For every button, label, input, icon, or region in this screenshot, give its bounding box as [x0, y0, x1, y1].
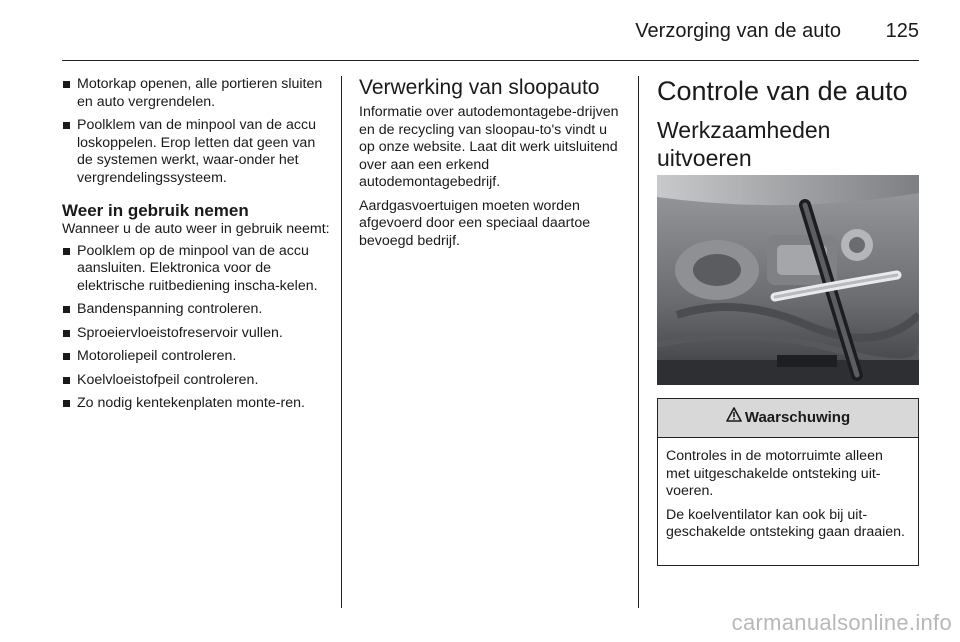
list-item: Poolklem op de minpool van de accu aansluiten. Elektronica voor de elektrische ruitbediening inscha-kelen.: [62, 243, 330, 296]
engine-bay-illustration: [657, 175, 919, 385]
column-right: [657, 76, 919, 576]
section-intro: Wanneer u de auto weer in gebruik neemt:: [62, 221, 330, 237]
warning-box: [657, 398, 919, 566]
paragraph: Aardgasvoertuigen moeten worden afgevoerd door een speciaal daartoe bevoegd bedrijf.: [359, 197, 591, 249]
list-item: Bandenspanning controleren.: [62, 301, 330, 319]
column-middle: [359, 76, 624, 256]
page-header: [62, 0, 919, 61]
warning-body: [658, 438, 918, 542]
header-title: Verzorging van de auto: [635, 20, 841, 42]
column-divider-1: [341, 76, 342, 608]
subsection-heading: Werkzaamheden uitvoeren: [657, 117, 831, 171]
paragraph: Informatie over autodemontagebe-drijven en de recycling van sloopau-to's vindt u op onze website. Laat dit werk uitsluitend over aan een erkend autodemontagebedrijf.: [359, 104, 619, 190]
section-heading: Verwerking van sloopauto: [359, 76, 600, 99]
list-item: Koelvloeistofpeil controleren.: [62, 372, 330, 390]
warning-header: [658, 399, 918, 438]
list-item: Sproeiervloeistofreservoir vullen.: [62, 325, 330, 343]
list-item: Motoroliepeil controleren.: [62, 348, 330, 366]
list-item: Zo nodig kentekenplaten monte-ren.: [62, 395, 330, 413]
warning-triangle-icon: [726, 399, 742, 437]
page-number: 125: [885, 20, 919, 42]
column-divider-2: [638, 76, 639, 608]
chapter-heading: Controle van de auto: [657, 76, 908, 106]
bullet-list-bottom: [62, 243, 330, 413]
list-item: Motorkap openen, alle portieren sluiten en auto vergrendelen.: [62, 76, 330, 111]
warning-title: Waarschuwing: [744, 409, 851, 426]
column-left: [62, 76, 330, 419]
warning-paragraph: De koelventilator kan ook bij uit-geschakelde ontsteking gaan draaien.: [666, 506, 905, 540]
list-item: Poolklem van de minpool van de accu loskoppelen. Erop letten dat geen van de systemen werkt, waar-onder het vergrendelingssysteem.: [62, 117, 330, 187]
warning-paragraph: Controles in de motorruimte alleen met uitgeschakelde ontsteking uit-voeren.: [666, 448, 883, 499]
section-heading: Weer in gebruik nemen: [62, 201, 249, 220]
engine-bay-photo: [657, 175, 919, 385]
bullet-list-top: [62, 76, 330, 187]
watermark: carmanualsonline.info: [731, 610, 952, 635]
